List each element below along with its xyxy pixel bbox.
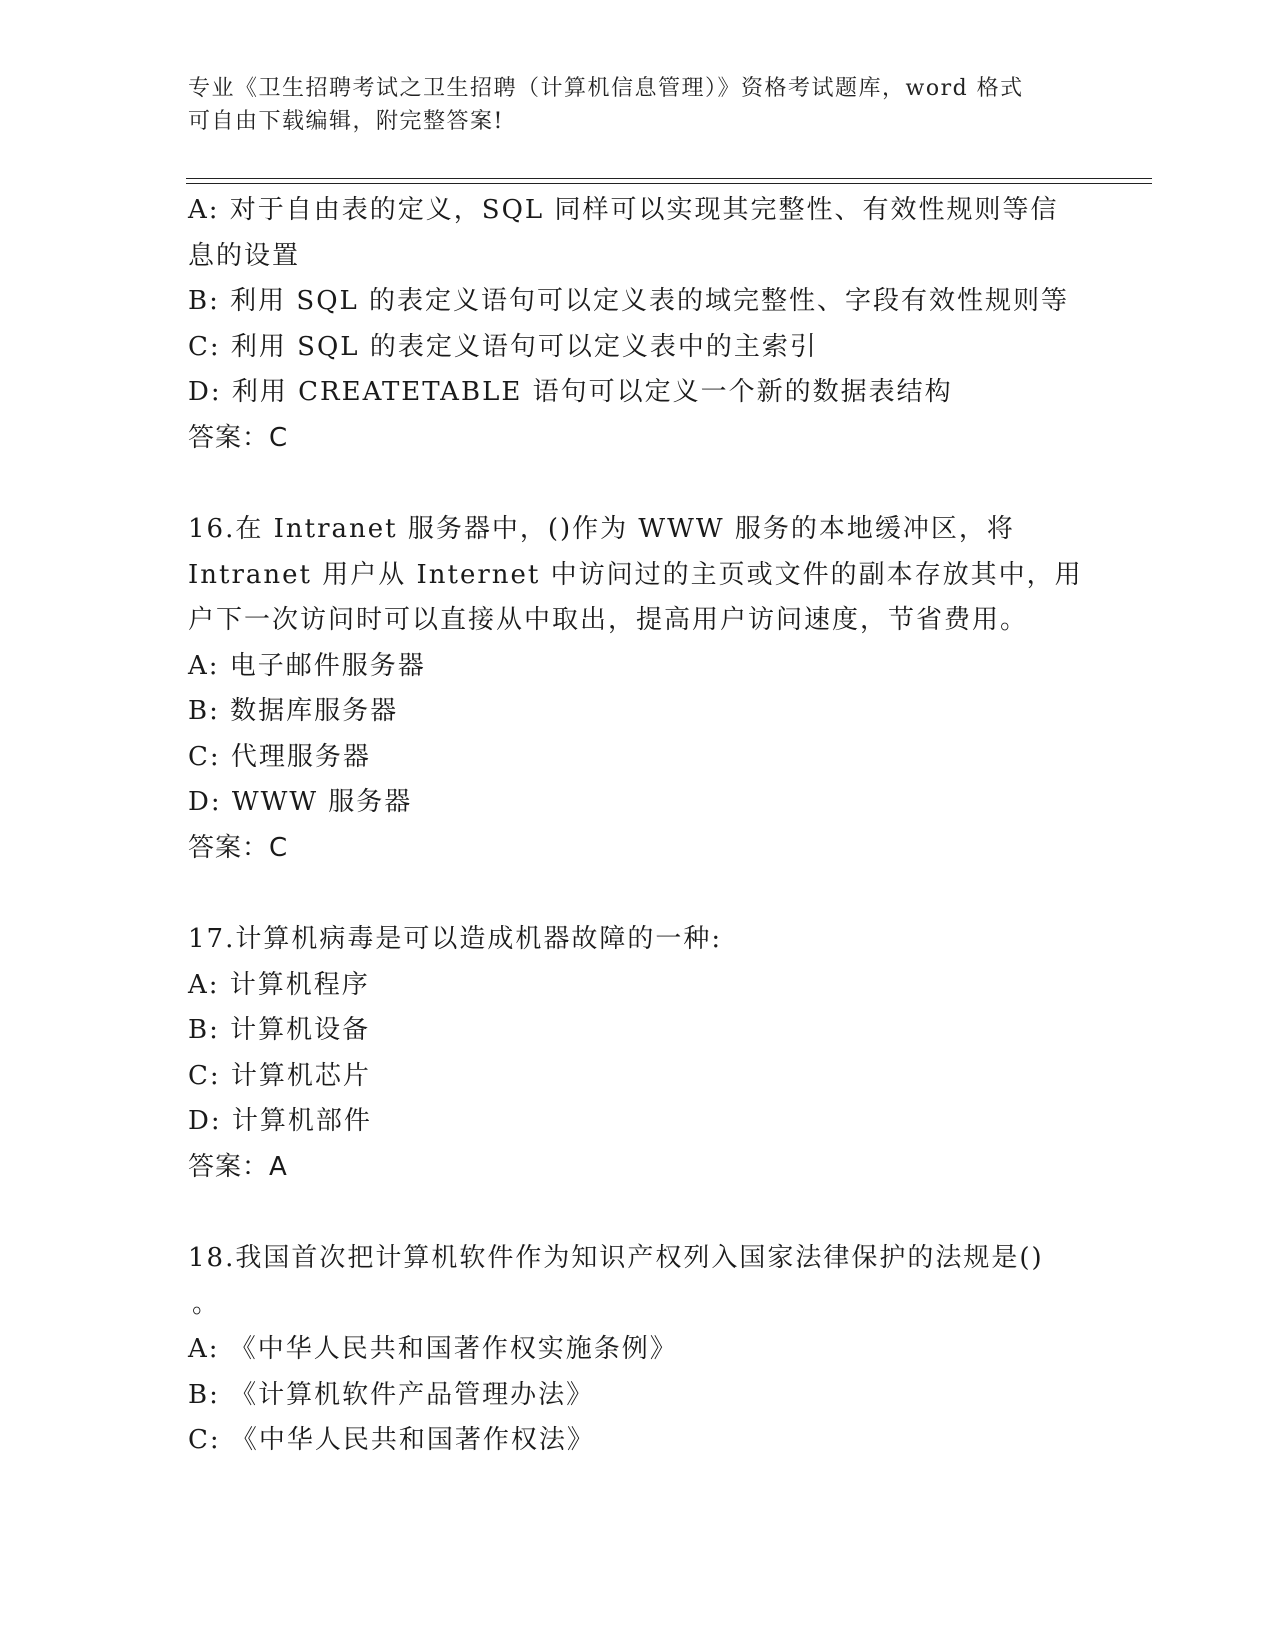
- header-divider-top: [186, 178, 1152, 179]
- header-line-1: 专业《卫生招聘考试之卫生招聘（计算机信息管理）》资格考试题库，word 格式: [188, 76, 1024, 101]
- option-b: B: 《计算机软件产品管理办法》: [188, 1379, 595, 1410]
- question-stem: 17.计算机病毒是可以造成机器故障的一种:: [188, 924, 723, 954]
- question-16: [188, 507, 1088, 871]
- option-c: C: 利用 SQL 的表定义语句可以定义表中的主索引: [188, 331, 818, 362]
- option-c: C: 计算机芯片: [188, 1060, 371, 1091]
- spacer: [188, 1190, 1088, 1236]
- header-divider-bottom: [186, 183, 1152, 184]
- spacer: [188, 461, 1088, 507]
- option-a: A: 计算机程序: [188, 969, 370, 1000]
- question-17: [188, 917, 1088, 1190]
- option-c: C: 代理服务器: [188, 741, 371, 772]
- spacer: [188, 871, 1088, 917]
- option-a: A: 电子邮件服务器: [188, 650, 426, 681]
- question-stem-line-3: 户下一次访问时可以直接从中取出，提高用户访问速度，节省费用。: [188, 605, 1029, 635]
- question-stem-line-2: Intranet 用户从 Internet 中访问过的主页或文件的副本存放其中，用: [188, 559, 1083, 590]
- question-stem-line-1: 16.在 Intranet 服务器中，()作为 WWW 服务的本地缓冲区，将: [188, 514, 1015, 544]
- option-a-line-2: 息的设置: [188, 240, 301, 271]
- option-b: B: 利用 SQL 的表定义语句可以定义表的域完整性、字段有效性规则等: [188, 286, 1070, 316]
- question-stem-line-1: 18.我国首次把计算机软件作为知识产权列入国家法律保护的法规是(): [188, 1243, 1044, 1273]
- header-line-2: 可自由下载编辑，附完整答案!: [188, 109, 504, 134]
- option-d: D: 计算机部件: [188, 1106, 372, 1136]
- document-header: [188, 72, 1068, 138]
- option-d: D: 利用 CREATETABLE 语句可以定义一个新的数据表结构: [188, 377, 953, 407]
- question-15: [188, 188, 1088, 461]
- answer: 答案：A: [188, 1151, 288, 1182]
- option-d: D: WWW 服务器: [188, 787, 413, 817]
- question-content: [188, 188, 1088, 1464]
- question-18: [188, 1236, 1088, 1464]
- option-b: B: 计算机设备: [188, 1015, 371, 1045]
- option-a-line-1: A: 对于自由表的定义，SQL 同样可以实现其完整性、有效性规则等信: [188, 195, 1059, 225]
- answer: 答案：C: [188, 422, 289, 453]
- option-a: A: 《中华人民共和国著作权实施条例》: [188, 1334, 678, 1364]
- option-b: B: 数据库服务器: [188, 696, 399, 726]
- question-stem-line-2: 。: [192, 1288, 221, 1319]
- answer: 答案：C: [188, 832, 289, 863]
- option-c: C: 《中华人民共和国著作权法》: [188, 1425, 595, 1455]
